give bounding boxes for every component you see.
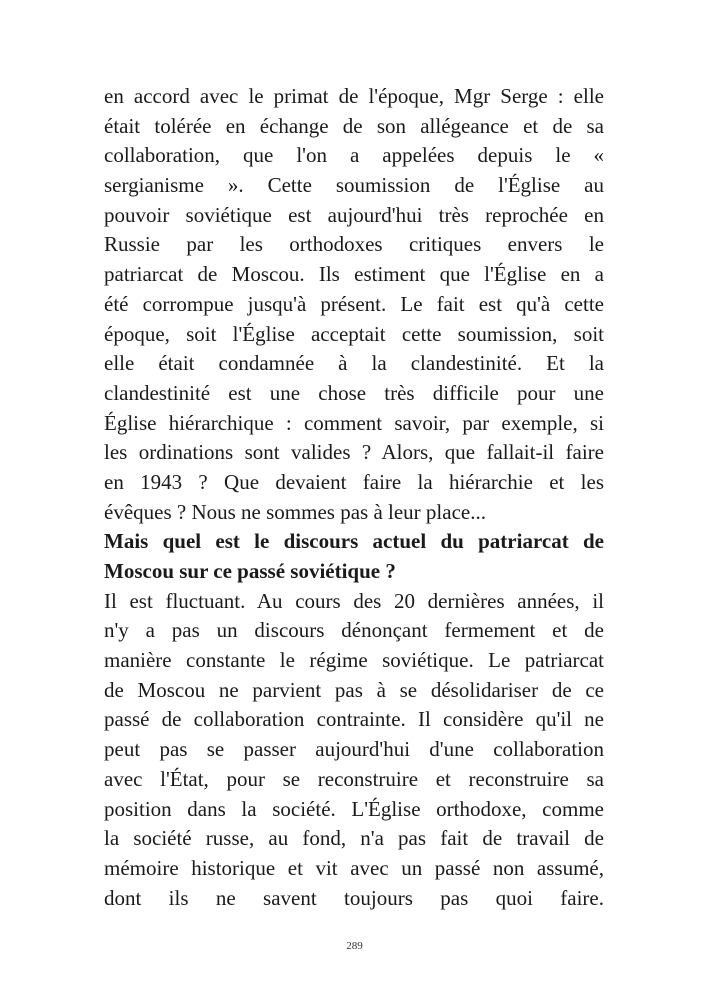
- text-line: été corrompue jusqu'à présent. Le fait est qu'à cette: [104, 291, 604, 316]
- text-line: elle était condamnée à la clandestinité. Et la: [104, 351, 604, 376]
- text-line: Église hiérarchique : comment savoir, par exemple, si: [104, 410, 604, 435]
- text-line: les ordinations sont valides ? Alors, que fallait-il faire: [104, 440, 604, 465]
- text-line: passé de collaboration contrainte. Il considère qu'il ne: [104, 707, 604, 732]
- text-line: pouvoir soviétique est aujourd'hui très reprochée en: [104, 202, 604, 227]
- text-line: la société russe, au fond, n'a pas fait de travail de: [104, 826, 604, 851]
- text-line: époque, soit l'Église acceptait cette soumission, soit: [104, 321, 604, 346]
- question-line: Moscou sur ce passé soviétique ?: [104, 559, 396, 583]
- text-line: Russie par les orthodoxes critiques envers le: [104, 232, 604, 257]
- text-line: dont ils ne savent toujours pas quoi faire.: [104, 885, 604, 910]
- interview-question: [104, 527, 604, 586]
- text-line: avec l'État, pour se reconstruire et reconstruire sa: [104, 766, 604, 791]
- text-line: position dans la société. L'Église orthodoxe, comme: [104, 796, 604, 821]
- text-line: Il est fluctuant. Au cours des 20 dernières années, il: [104, 588, 604, 613]
- text-line: de Moscou ne parvient pas à se désolidariser de ce: [104, 677, 604, 702]
- text-line: clandestinité est une chose très difficile pour une: [104, 380, 604, 405]
- page-body: [104, 82, 604, 913]
- page-number: 289: [346, 940, 363, 952]
- text-line: mémoire historique et vit avec un passé non assumé,: [104, 855, 604, 880]
- text-line: en accord avec le primat de l'époque, Mgr Serge : elle: [104, 84, 604, 108]
- text-line: en 1943 ? Que devaient faire la hiérarchie et les: [104, 469, 604, 494]
- text-line: évêques ? Nous ne sommes pas à leur place...: [104, 499, 486, 524]
- paragraph-answer: [104, 587, 604, 914]
- text-line: sergianisme ». Cette soumission de l'Église au: [104, 173, 604, 198]
- paragraph-intro: [104, 82, 604, 527]
- text-line: était tolérée en échange de son allégeance et de sa: [104, 113, 604, 138]
- text-line: n'y a pas un discours dénonçant fermement et de: [104, 618, 604, 643]
- text-line: collaboration, que l'on a appelées depuis le «: [104, 143, 604, 168]
- question-line: Mais quel est le discours actuel du patriarcat de: [104, 529, 604, 554]
- text-line: peut pas se passer aujourd'hui d'une collaboration: [104, 737, 604, 762]
- text-line: manière constante le régime soviétique. Le patriarcat: [104, 648, 604, 673]
- text-line: patriarcat de Moscou. Ils estiment que l'Église en a: [104, 262, 604, 287]
